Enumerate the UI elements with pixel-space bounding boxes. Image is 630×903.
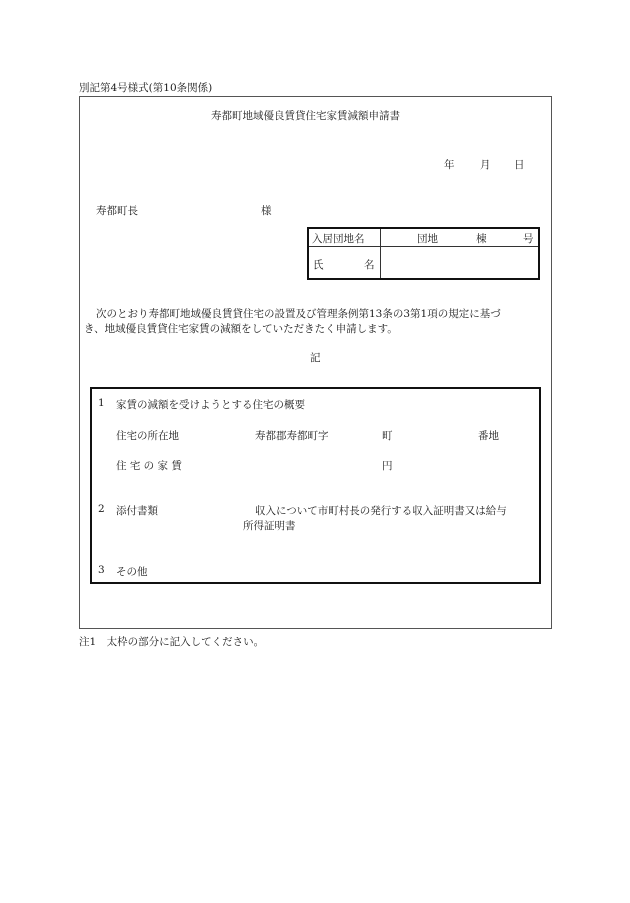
item1-title: 家賃の減額を受けようとする住宅の概要 (116, 399, 305, 411)
applicant-table-divider (380, 229, 381, 278)
details-box (90, 387, 541, 584)
applicant-name-label-1: 氏 (313, 259, 324, 271)
body-text-line1: 次のとおり寿都町地域優良賃貸住宅の設置及び管理条例第13条の3第1項の規定に基づ (96, 308, 501, 320)
location-value: 寿都郡寿都町字 (255, 430, 329, 442)
item3-title: その他 (116, 566, 148, 578)
date-day: 日 (514, 159, 525, 171)
location-banchi: 番地 (478, 430, 499, 442)
item1-number: 1 (98, 397, 105, 409)
rent-label: 住 宅 の 家 賃 (116, 460, 182, 472)
addressee-name: 寿都町長 (96, 205, 138, 217)
applicant-name-label-2: 名 (364, 259, 375, 271)
item2-title: 添付書類 (116, 505, 158, 517)
addressee-honorific: 様 (261, 205, 272, 217)
ki-label: 記 (310, 352, 321, 364)
applicant-danchi-suffix: 団地 (417, 233, 438, 245)
date-month: 月 (480, 159, 491, 171)
rent-unit: 円 (382, 460, 393, 472)
location-label: 住宅の所在地 (116, 430, 179, 442)
footnote: 注1 太枠の部分に記入してください。 (79, 636, 265, 648)
date-year: 年 (444, 159, 455, 171)
applicant-building-suffix: 棟 (476, 233, 487, 245)
item2-text-line1: 収入について市町村長の発行する収入証明書又は給与 (255, 505, 507, 517)
item3-number: 3 (98, 564, 105, 576)
item2-text-line2: 所得証明書 (243, 520, 296, 532)
applicant-danchi-label: 入居団地名 (312, 233, 365, 245)
form-title: 寿都町地域優良賃貸住宅家賃減額申請書 (211, 110, 400, 122)
item2-number: 2 (98, 503, 105, 515)
form-header: 別記第4号様式(第10条関係) (79, 82, 213, 94)
body-text-line2: き、地域優良賃貸住宅家賃の減額をしていただきたく申請します。 (84, 323, 398, 335)
applicant-number-suffix: 号 (523, 233, 534, 245)
location-cho: 町 (382, 430, 393, 442)
